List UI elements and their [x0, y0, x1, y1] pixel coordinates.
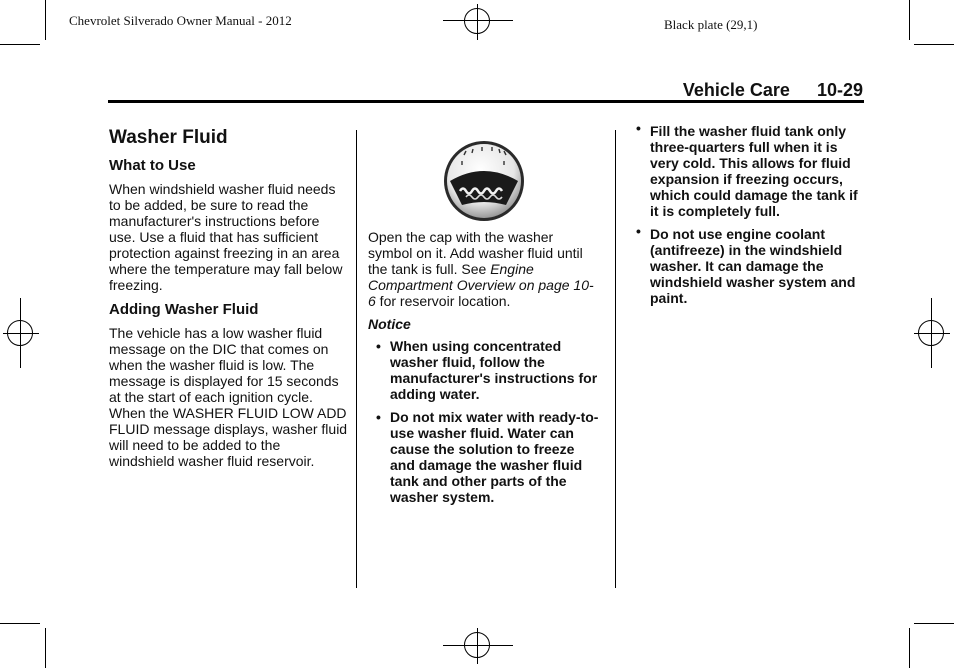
engine-compartment-reference: Engine Compartment Overview on page 10-6 — [368, 261, 594, 309]
section-title: Vehicle Care — [682, 80, 790, 100]
adding-washer-fluid-text: The vehicle has a low washer fluid message on the DIC that comes on when the washer fluid is low. The message is displayed for 15 seconds at the start of each ignition cycle. When the WASHER FLUID LOW ADD FLUID message displays, washer fluid will need to be added to the windshield washer fluid reservoir. — [109, 325, 348, 469]
notice-item: • When using concentrated washer fluid, follow the manufacturer's instructions for adding water. — [376, 338, 598, 402]
column-divider-1 — [356, 130, 357, 588]
manual-title: Chevrolet Silverado Owner Manual - 2012 — [69, 13, 292, 28]
page-number: 10-29 — [816, 80, 863, 100]
reservoir-instructions-end: for reservoir location. — [375, 293, 511, 309]
notice-item: • Do not mix water with ready-to-use washer fluid. Water can cause the solution to freeze and damage the washer fluid tank and other parts of the washer system. — [376, 409, 599, 505]
washer-fluid-symbol-container — [368, 140, 600, 222]
notice-label: Notice — [368, 316, 411, 332]
caution-list — [635, 120, 860, 306]
what-to-use-text: When windshield washer fluid needs to be added, be sure to read the manufacturer's instructions before use. Use a fluid that has sufficient protection against freezing in an area where the temperature may fall below freezing. — [109, 181, 343, 293]
reservoir-instructions-text: Open the cap with the washer symbol on it. Add washer fluid until the tank is full. See — [368, 229, 583, 277]
header-rule — [108, 100, 864, 103]
reservoir-instructions — [368, 229, 600, 309]
page-title: Washer Fluid — [109, 127, 228, 148]
notice-list — [368, 338, 600, 505]
caution-item: • Fill the washer fluid tank only three-quarters full when it is very cold. This allows for fluid expansion if freezing occurs, which could damage the tank if it is completely full. — [636, 120, 858, 219]
plate-label: Black plate (29,1) — [664, 17, 758, 32]
column-divider-2 — [615, 130, 616, 588]
column-2 — [368, 140, 600, 505]
column-1 — [109, 127, 349, 469]
column-3 — [635, 120, 860, 306]
section-header — [683, 80, 863, 101]
caution-item: • Do not use engine coolant (antifreeze) in the windshield washer. It can damage the windshield washer system and paint. — [636, 223, 856, 306]
adding-washer-fluid-heading: Adding Washer Fluid — [109, 301, 259, 318]
washer-fluid-icon — [442, 139, 526, 223]
what-to-use-heading: What to Use — [109, 157, 196, 174]
